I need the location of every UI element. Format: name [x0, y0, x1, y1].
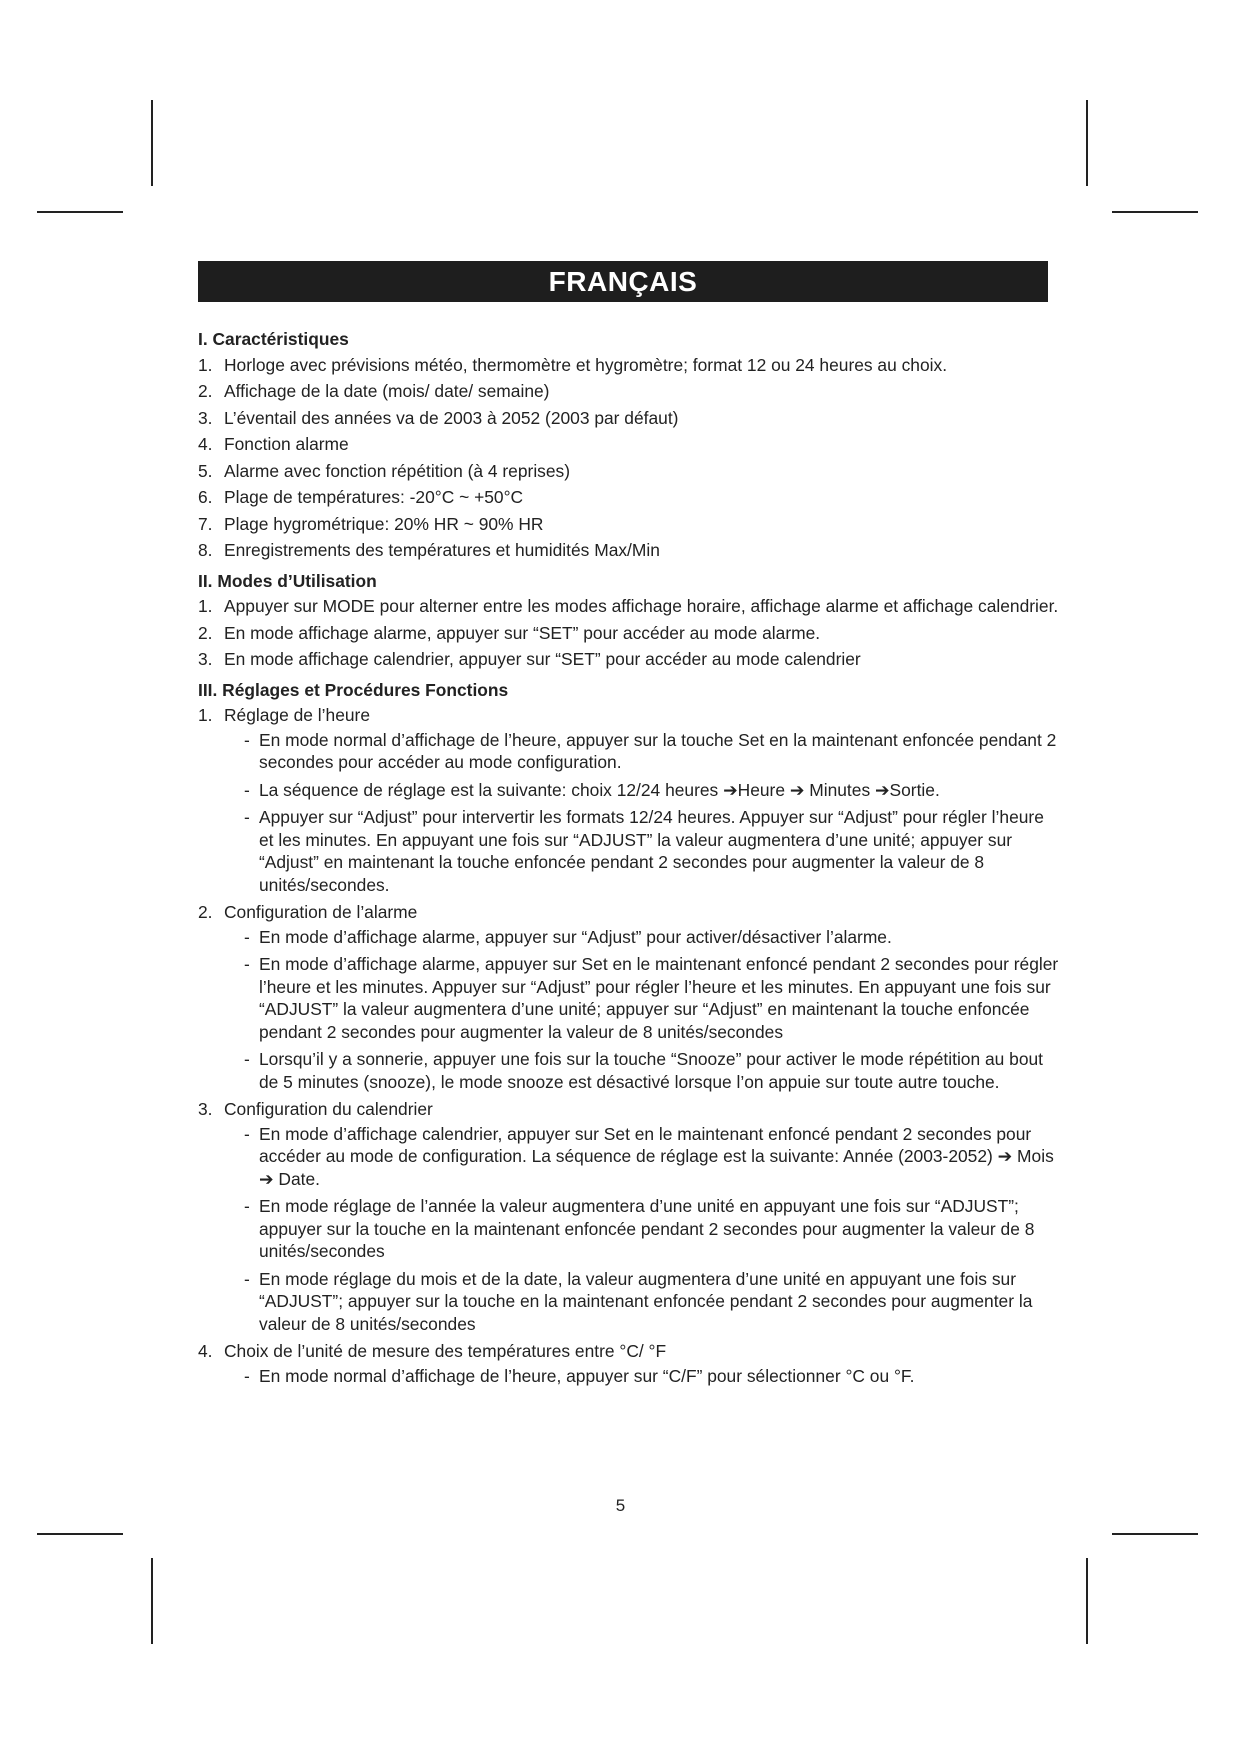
crop-mark-bottom-left-horizontal [37, 1533, 123, 1535]
list-item: 2. Affichage de la date (mois/ date/ semaine) [198, 381, 550, 401]
dash-list [224, 926, 1060, 1094]
crop-mark-top-right-horizontal [1112, 211, 1198, 213]
modes-list [198, 595, 1060, 671]
list-item: 3. En mode affichage calendrier, appuyer sur “SET” pour accéder au mode calendrier [198, 649, 861, 669]
list-item: 1. Appuyer sur MODE pour alterner entre les modes affichage horaire, affichage alarme et affichage calendrier. [198, 596, 1059, 616]
list-item: 1. Horloge avec prévisions météo, thermomètre et hygromètre; format 12 ou 24 heures au choix. [198, 354, 948, 375]
list-item: - En mode d’affichage calendrier, appuyer sur Set en le maintenant enfoncé pendant 2 secondes pour accéder au mode de configuration. La séquence de réglage est la suivante: Année (2003-2052) ➔ Mois ➔ Date. [244, 1123, 1054, 1189]
crop-mark-top-right-vertical [1086, 100, 1088, 186]
list-item: 8. Enregistrements des températures et humidités Max/Min [198, 540, 660, 560]
page-number: 5 [615, 1496, 626, 1515]
list-item: - Appuyer sur “Adjust” pour intervertir les formats 12/24 heures. Appuyer sur “Adjust” pour régler l’heure et les minutes. En appuyant une fois sur “ADJUST” la valeur augmentera d’une unité; appuyer sur “Adjust” en maintenant la touche enfoncée pendant 2 secondes pour augmenter la valeur de 8 unités/secondes. [244, 807, 1044, 895]
dash-list [224, 1365, 1060, 1388]
list-item: - En mode réglage de l’année la valeur augmentera d’une unité en appuyant une fois sur “ADJUST”; appuyer sur la touche en la maintenant enfoncée pendant 2 secondes pour augmenter la valeur de 8 unités/secondes [244, 1196, 1035, 1261]
list-item: - En mode normal d’affichage de l’heure, appuyer sur la touche Set en la maintenant enfoncée pendant 2 secondes pour accéder au mode configuration. [244, 729, 1057, 772]
crop-mark-bottom-right-vertical [1086, 1558, 1088, 1644]
subsection-calendar-config: 3. Configuration du calendrier - En mode d’affichage calendrier, appuyer sur Set en le maintenant enfoncé pendant 2 secondes pour accéder au mode de configuration. La séquence de réglage est la suivante: Année (2003-2052) ➔ Mois ➔ Date. - En mode réglage de l’année la valeur augmentera d’une unité en appuyant une fois sur “ADJUST”; appuyer sur la touche en la maintenant enfoncée pendant 2 secondes pour augmenter la valeur de 8 unités/secondes - En mode réglage du mois et de la date, la valeur augmentera d’une unité en appuyant une fois sur “ADJUST”; appuyer sur la touche en la maintenant enfoncée pendant 2 secondes pour augmenter la valeur de 8 unités/secondes [198, 1098, 1060, 1335]
list-item: 7. Plage hygrométrique: 20% HR ~ 90% HR [198, 513, 544, 534]
list-item: - En mode d’affichage alarme, appuyer sur Set en le maintenant enfoncé pendant 2 secondes pour régler l’heure et les minutes. Appuyer sur “Adjust” pour régler l’heure et les minutes. En appuyant une fois sur “ADJUST” la valeur augmentera d’une unité; appuyer sur “Adjust” en maintenant la touche enfoncée pendant 2 secondes pour augmenter la valeur de 8 unités/secondes [244, 954, 1059, 1042]
crop-mark-top-left-horizontal [37, 211, 123, 213]
subsection-time-setting: 1. Réglage de l’heure - En mode normal d’affichage de l’heure, appuyer sur la touche Set en la maintenant enfoncée pendant 2 secondes pour accéder au mode configuration. - La séquence de réglage est la suivante: choix 12/24 heures ➔Heure ➔ Minutes ➔Sortie. - Appuyer sur “Adjust” pour intervertir les formats 12/24 heures. Appuyer sur “Adjust” pour régler l’heure et les minutes. En appuyant une fois sur “ADJUST” la valeur augmentera d’une unité; appuyer sur “Adjust” en maintenant la touche enfoncée pendant 2 secondes pour augmenter la valeur de 8 unités/secondes. [198, 704, 1060, 896]
list-item: - Lorsqu’il y a sonnerie, appuyer une fois sur la touche “Snooze” pour activer le mode répétition au bout de 5 minutes (snooze), le mode snooze est désactivé lorsque l’on appuie sur toute autre touche. [244, 1049, 1044, 1092]
page-title: FRANÇAIS [198, 261, 1048, 302]
section-title: III. Réglages et Procédures Fonctions [198, 679, 509, 700]
list-item: - En mode normal d’affichage de l’heure, appuyer sur “C/F” pour sélectionner °C ou °F. [244, 1365, 915, 1386]
list-item: 5. Alarme avec fonction répétition (à 4 reprises) [198, 460, 571, 481]
crop-mark-top-left-vertical [151, 100, 153, 186]
subsection-temperature-unit: 4. Choix de l’unité de mesure des températures entre °C/ °F - En mode normal d’affichage de l’heure, appuyer sur “C/F” pour sélectionner °C ou °F. [198, 1340, 1060, 1387]
subsection-alarm-config: 2. Configuration de l’alarme - En mode d’affichage alarme, appuyer sur “Adjust” pour activer/désactiver l’alarme. - En mode d’affichage alarme, appuyer sur Set en le maintenant enfoncé pendant 2 secondes pour régler l’heure et les minutes. Appuyer sur “Adjust” pour régler l’heure et les minutes. En appuyant une fois sur “ADJUST” la valeur augmentera d’une unité; appuyer sur “Adjust” en maintenant la touche enfoncée pendant 2 secondes pour augmenter la valeur de 8 unités/secondes - Lorsqu’il y a sonnerie, appuyer une fois sur la touche “Snooze” pour activer le mode répétition au bout de 5 minutes (snooze), le mode snooze est désactivé lorsque l’on appuie sur toute autre touche. [198, 902, 1059, 1092]
list-item: 3. L’éventail des années va de 2003 à 2052 (2003 par défaut) [198, 407, 679, 428]
document-body [198, 328, 1060, 1392]
crop-mark-bottom-left-vertical [151, 1558, 153, 1644]
features-list [198, 354, 1060, 562]
list-item: 4. Fonction alarme [198, 434, 349, 454]
list-item: 2. En mode affichage alarme, appuyer sur “SET” pour accéder au mode alarme. [198, 622, 821, 643]
list-item: 6. Plage de températures: -20°C ~ +50°C [198, 487, 524, 507]
list-item: - En mode réglage du mois et de la date, la valeur augmentera d’une unité en appuyant une fois sur “ADJUST”; appuyer sur la touche en la maintenant enfoncée pendant 2 secondes pour augmenter la valeur de 8 unités/secondes [244, 1268, 1033, 1334]
dash-list [224, 1123, 1060, 1336]
section-title: I. Caractéristiques [198, 329, 349, 349]
dash-list [224, 729, 1060, 897]
section-title: II. Modes d’Utilisation [198, 570, 377, 591]
list-item: - La séquence de réglage est la suivante: choix 12/24 heures ➔Heure ➔ Minutes ➔Sortie. [244, 779, 940, 800]
procedures-list [198, 704, 1060, 1387]
list-item: - En mode d’affichage alarme, appuyer sur “Adjust” pour activer/désactiver l’alarme. [244, 926, 892, 947]
crop-mark-bottom-right-horizontal [1112, 1533, 1198, 1535]
